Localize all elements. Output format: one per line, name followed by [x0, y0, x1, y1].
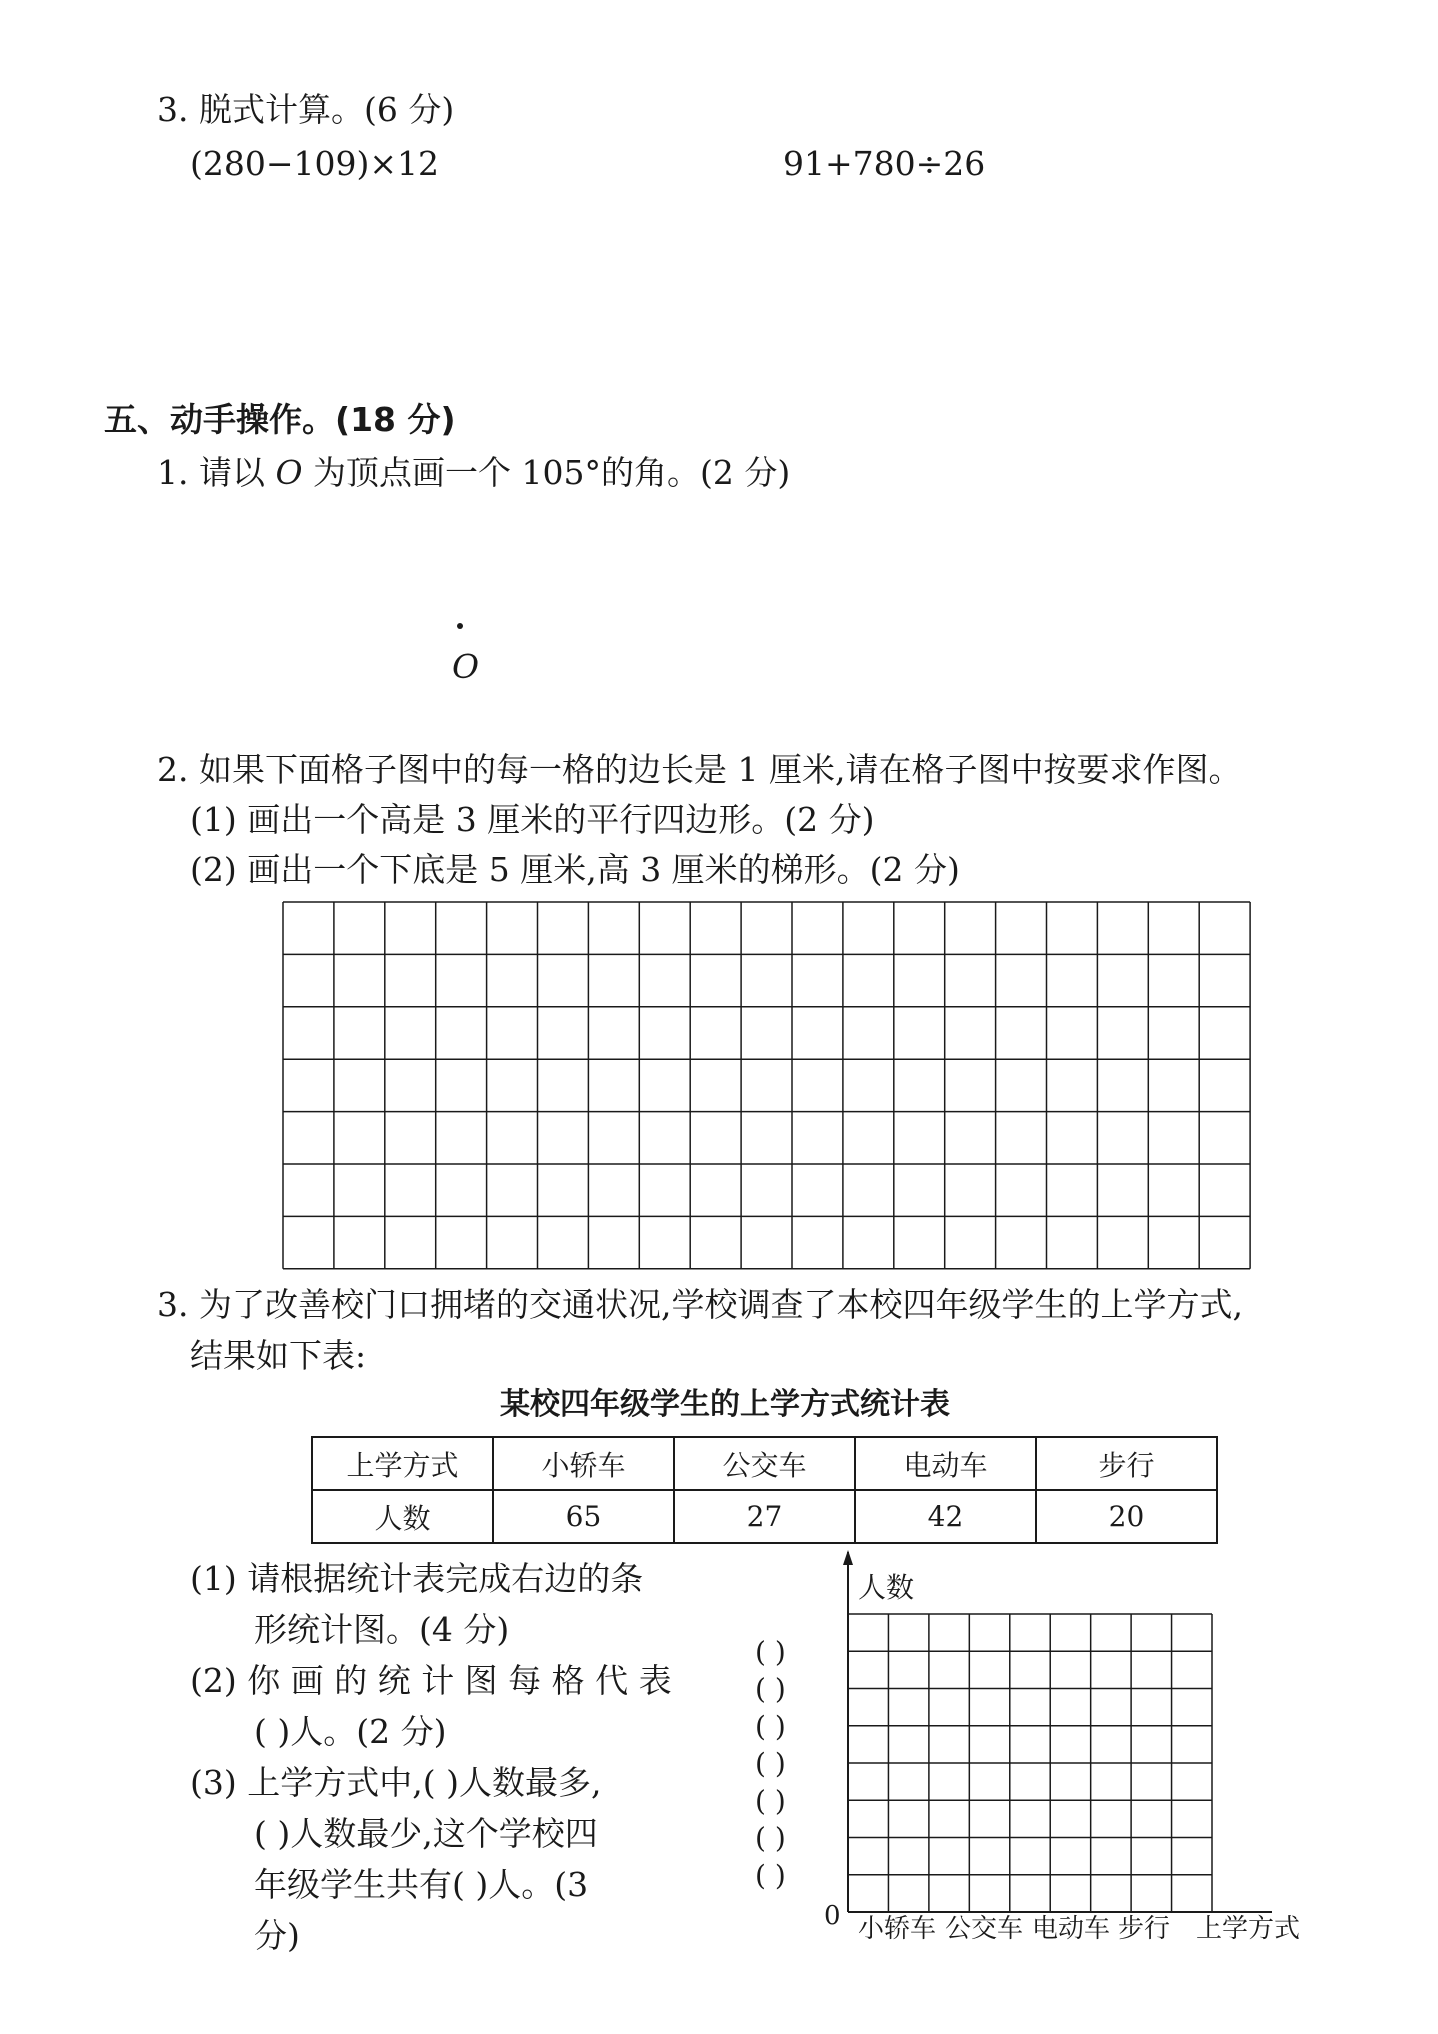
sub3-line-4: 分) [254, 1916, 300, 1955]
calc-title: 3. 脱式计算。(6 分) [157, 90, 455, 129]
chart-y-axis-label: 人数 [858, 1571, 915, 1604]
chart-y-tick-label: ( ) [755, 1709, 786, 1743]
table-row-label: 人数 [312, 1490, 493, 1543]
sub1-line-1: (1) 请根据统计表完成右边的条 [190, 1559, 644, 1598]
table-value-cell: 65 [493, 1490, 674, 1543]
q1-vertex-var: O [275, 453, 303, 492]
section-heading: 五、动手操作。(18 分) [104, 400, 456, 439]
table-value-cell: 27 [674, 1490, 855, 1543]
table-header-cell: 电动车 [855, 1437, 1036, 1490]
table-header-cell: 小轿车 [493, 1437, 674, 1490]
point-o [457, 623, 463, 629]
q2-line-3: (2) 画出一个下底是 5 厘米,高 3 厘米的梯形。(2 分) [190, 850, 960, 889]
q2-line-2: (1) 画出一个高是 3 厘米的平行四边形。(2 分) [190, 800, 875, 839]
table-header-cell: 步行 [1036, 1437, 1217, 1490]
q1-prefix: 1. 请以 [157, 453, 265, 492]
sub3-line-1: (3) 上学方式中,( )人数最多, [190, 1763, 602, 1802]
chart-category-label: 小轿车 [858, 1914, 937, 1944]
table-title: 某校四年级学生的上学方式统计表 [500, 1387, 950, 1422]
calc-expression-2: 91+780÷26 [783, 144, 986, 183]
q1-suffix: 为顶点画一个 105°的角。(2 分) [313, 453, 791, 492]
sub3-line-2: ( )人数最少,这个学校四 [254, 1814, 598, 1853]
table-value-cell: 42 [855, 1490, 1036, 1543]
point-o-label: O [452, 647, 480, 686]
chart-y-axis-arrow [843, 1550, 853, 1565]
table-header-cell: 上学方式 [312, 1437, 493, 1490]
table-header-cell: 公交车 [674, 1437, 855, 1490]
q3-line-1: 3. 为了改善校门口拥堵的交通状况,学校调查了本校四年级学生的上学方式, [157, 1285, 1243, 1324]
chart-y-tick-label: ( ) [755, 1821, 786, 1855]
sub2-line-1: (2) 你 画 的 统 计 图 每 格 代 表 [190, 1661, 672, 1700]
q2-line-1: 2. 如果下面格子图中的每一格的边长是 1 厘米,请在格子图中按要求作图。 [157, 750, 1242, 789]
chart-y-tick-label: ( ) [755, 1858, 786, 1892]
sub3-line-3: 年级学生共有( )人。(3 [254, 1865, 589, 1904]
chart-y-tick-label: ( ) [755, 1672, 786, 1706]
chart-category-label: 步行 [1118, 1914, 1171, 1944]
chart-y-tick-label: ( ) [755, 1635, 786, 1669]
sub1-line-2: 形统计图。(4 分) [254, 1610, 510, 1649]
bar-chart[interactable] [755, 1550, 1300, 1944]
q3-line-2: 结果如下表: [190, 1336, 367, 1375]
chart-y-tick-label: ( ) [755, 1784, 786, 1818]
chart-origin-label: 0 [824, 1901, 841, 1931]
chart-category-label: 公交车 [945, 1914, 1024, 1944]
table-value-cell: 20 [1036, 1490, 1217, 1543]
chart-y-tick-label: ( ) [755, 1747, 786, 1780]
chart-x-axis-label: 上学方式 [1196, 1914, 1301, 1944]
calc-expression-1: (280−109)×12 [190, 144, 440, 183]
sub2-line-2: ( )人。(2 分) [254, 1712, 447, 1751]
chart-category-label: 电动车 [1032, 1914, 1111, 1944]
square-grid[interactable] [283, 902, 1250, 1269]
